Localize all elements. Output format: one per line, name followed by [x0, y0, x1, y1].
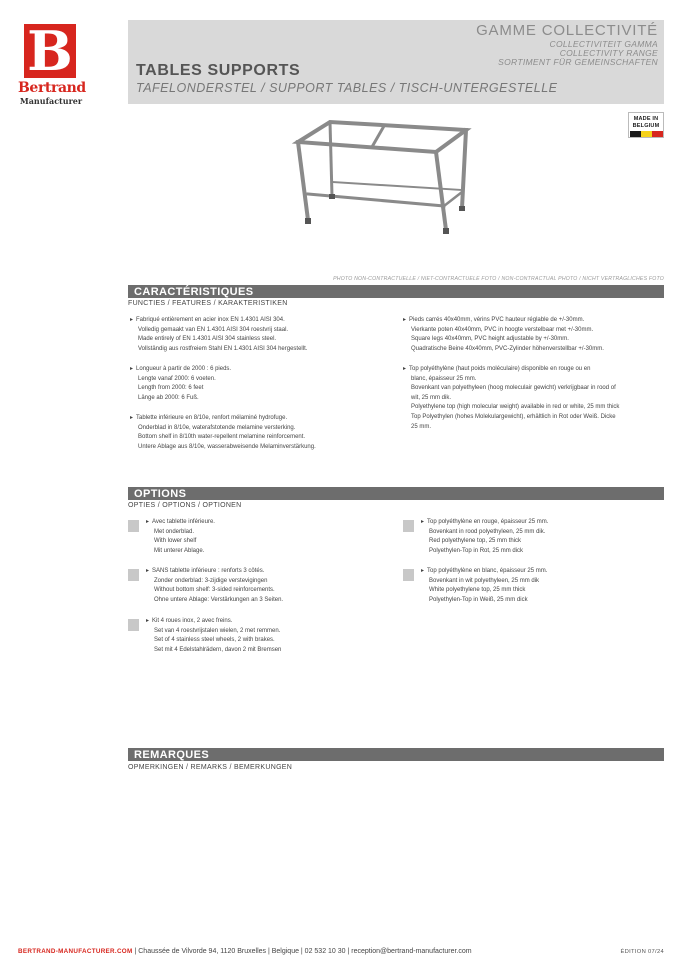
- option-line: With lower shelf: [154, 538, 197, 545]
- option-line: ▸ Kit 4 roues inox, 2 avec freins.: [146, 617, 281, 627]
- feature-line: Bottom shelf in 8/10th water-repellent melamine reinforcement.: [138, 434, 306, 441]
- remarks-header: [128, 748, 664, 761]
- options-subtitle: OPTIES / OPTIONS / OPTIONEN: [128, 502, 242, 509]
- remarks-subtitle: OPMERKINGEN / REMARKS / BEMERKUNGEN: [128, 764, 293, 771]
- option-line: Set of 4 stainless steel wheels, 2 with brakes.: [154, 637, 275, 644]
- option-line: Polyethylen-Top in Rot, 25 mm dick: [429, 547, 524, 554]
- feature-line: ▸ Fabriqué entièrement en acier inox EN 1.4301 AISI 304.: [130, 316, 390, 326]
- feature-line: 25 mm.: [411, 423, 432, 430]
- options-header: [128, 487, 664, 500]
- footer-contact: [18, 948, 472, 955]
- feature-legs: [403, 316, 663, 354]
- option-checkbox[interactable]: [403, 520, 414, 532]
- brand-logo: [18, 19, 86, 106]
- option-text: [146, 518, 215, 556]
- option-checkbox[interactable]: [128, 520, 139, 532]
- page-title: TABLES SUPPORTS: [136, 62, 301, 79]
- feature-line: ▸ Pieds carrés 40x40mm, vérins PVC hauteur réglable de +/-30mm.: [403, 316, 663, 326]
- range-title: GAMME COLLECTIVITÉ: [476, 22, 658, 39]
- feature-line: Square legs 40x40mm, PVC height adjustable by +/-30mm.: [411, 336, 569, 343]
- badge-line-2: BELGIUM: [632, 123, 660, 129]
- belgium-flag-icon: [630, 131, 663, 137]
- option-line: ▸ Avec tablette inférieure.: [146, 518, 215, 528]
- feature-line: blanc, épaisseur 25 mm.: [411, 375, 477, 382]
- feature-line: Made entirely of EN 1.4301 AISI 304 stainless steel.: [138, 336, 277, 343]
- option-line: Bovenkant in rood polyethyleen, 25 mm dik.: [429, 528, 546, 535]
- feature-top: [403, 365, 663, 432]
- product-photo: [280, 112, 480, 242]
- option-checkbox[interactable]: [128, 569, 139, 581]
- feature-line: ▸ Longueur à partir de 2000 : 6 pieds.: [130, 365, 390, 375]
- feature-line: Quadratische Beine 40x40mm, PVC-Zylinder höhenverstellbar +/-30mm.: [411, 345, 604, 352]
- feature-line: Length from 2000: 6 feet: [138, 385, 204, 392]
- option-checkbox[interactable]: [403, 569, 414, 581]
- range-subtitle-nl: COLLECTIVITEIT GAMMA: [549, 39, 658, 49]
- option-line: Zonder onderblad: 3-zijdige verstevigingen: [154, 577, 268, 584]
- feature-line: Vierkante poten 40x40mm, PVC in hoogte verstelbaar met +/-30mm.: [411, 326, 594, 333]
- feature-material: [130, 316, 390, 354]
- feature-line: Bovenkant van polyethyleen (hoog moleculair gewicht) verkrijgbaar in rood of: [411, 385, 616, 392]
- feature-line: Lengte vanaf 2000: 6 voeten.: [138, 375, 216, 382]
- option-text: [421, 567, 547, 605]
- made-in-belgium-badge: [628, 112, 664, 138]
- options-title: OPTIONS: [134, 488, 187, 500]
- option-line: Polyethylen-Top in Weiß, 25 mm dick: [429, 596, 528, 603]
- logo-letter: B: [27, 19, 73, 83]
- option-text: [421, 518, 548, 556]
- option-line: Mit unterer Ablage.: [154, 547, 205, 554]
- feature-line: Onderblad in 8/10e, waterafstotende melamine versterking.: [138, 424, 296, 431]
- characteristics-title: CARACTÉRISTIQUES: [134, 286, 254, 298]
- characteristics-header: [128, 285, 664, 298]
- option-line: Red polyethylene top, 25 mm thick: [429, 538, 522, 545]
- logo-brand-name: Bertrand: [18, 80, 86, 96]
- remarks-title: REMARQUES: [134, 749, 210, 761]
- edition-label: ÉDITION 07/24: [620, 949, 664, 955]
- option-line: White polyethylene top, 25 mm thick: [429, 587, 526, 594]
- feature-line: Vollständig aus rostfreiem Stahl EN 1.4301 AISI 304 hergestellt.: [138, 345, 308, 352]
- feature-line: ▸ Tablette inférieure en 8/10e, renfort mélaminé hydrofuge.: [130, 414, 390, 424]
- option-text: [146, 567, 283, 605]
- feature-line: wit, 25 mm dik.: [411, 394, 452, 401]
- feature-line: Volledig gemaakt van EN 1.4301 AISI 304 roestvrij staal.: [138, 326, 289, 333]
- feature-line: Untere Ablage aus 8/10e, wasserabweisende Melaminverstärkung.: [138, 443, 316, 450]
- feature-line: Polyethylene top (high molecular weight) available in red or white, 25 mm thick: [411, 404, 620, 411]
- page-subtitle: TAFELONDERSTEL / SUPPORT TABLES / TISCH-UNTERGESTELLE: [136, 81, 558, 95]
- feature-line: Top Polyethylen (hohes Molekulargewicht), erhältlich in Rot oder Weiß. Dicke: [411, 413, 616, 420]
- range-subtitle-de: SORTIMENT FÜR GEMEINSCHAFTEN: [498, 57, 658, 67]
- option-line: Met onderblad.: [154, 528, 195, 535]
- option-line: ▸ SANS tablette inférieure : renforts 3 côtés.: [146, 567, 283, 577]
- option-text: [146, 617, 281, 655]
- logo-brand-sub: Manufacturer: [19, 96, 83, 106]
- feature-bottom-shelf: [130, 414, 390, 452]
- footer-address: | Chaussée de Vilvorde 94, 1120 Bruxelles | Belgique | 02 532 10 30 | reception@bertrand-manufacturer.com: [132, 948, 472, 955]
- badge-line-1: MADE IN: [633, 116, 659, 122]
- option-line: Bovenkant in wit polyethyleen, 25 mm dik: [429, 577, 540, 584]
- option-line: ▸ Top polyéthylène en blanc, épaisseur 25 mm.: [421, 567, 547, 577]
- option-checkbox[interactable]: [128, 619, 139, 631]
- photo-disclaimer: PHOTO NON-CONTRACTUELLE / NIET-CONTRACTUELE FOTO / NON-CONTRACTUAL PHOTO / NICHT VERTRAGLICHES FOTO: [333, 276, 664, 282]
- option-line: Ohne untere Ablage: Verstärkungen an 3 Seiten.: [154, 596, 284, 603]
- option-line: Without bottom shelf: 3-sided reinforcements.: [154, 587, 275, 594]
- feature-line: Länge ab 2000: 6 Fuß.: [138, 394, 199, 401]
- feature-length: [130, 365, 390, 403]
- characteristics-subtitle: FUNCTIES / FEATURES / KARAKTERISTIKEN: [128, 300, 288, 307]
- footer-website-link[interactable]: BERTRAND-MANUFACTURER.COM: [18, 948, 133, 955]
- option-line: Set van 4 roestvrijstalen wielen, 2 met remmen.: [154, 627, 281, 634]
- range-subtitle-en: COLLECTIVITY RANGE: [559, 48, 658, 58]
- feature-line: ▸ Top polyéthylène (haut poids moléculaire) disponible en rouge ou en: [403, 365, 663, 375]
- option-line: Set mit 4 Edelstahlrädern, davon 2 mit Bremsen: [154, 646, 282, 653]
- option-line: ▸ Top polyéthylène en rouge, épaisseur 25 mm.: [421, 518, 548, 528]
